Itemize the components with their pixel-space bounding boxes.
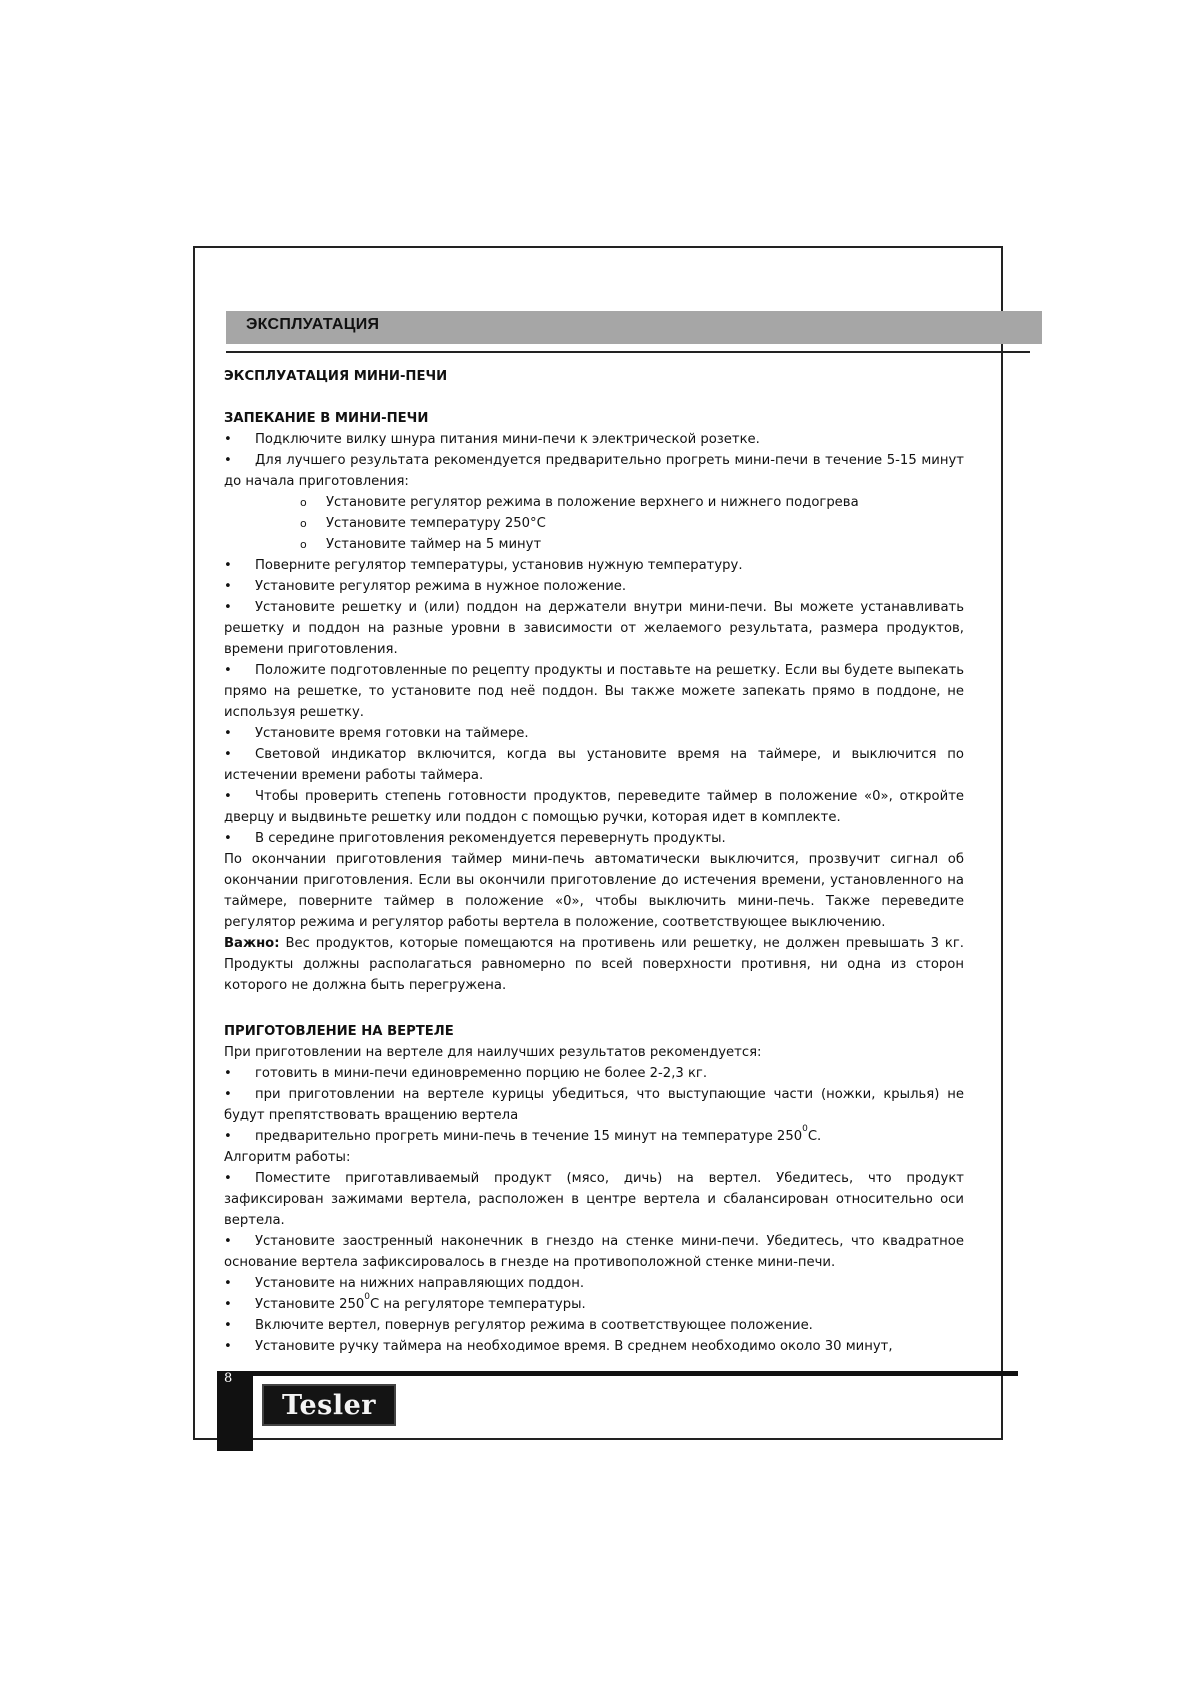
footer-divider [218, 1371, 1018, 1376]
list-item: • Установите заостренный наконечник в гнездо на стенке мини-печи. Убедитесь, что квадратное основание вертела зафиксировалось в гнезде на противоположной стенке мини-печи. [224, 1231, 964, 1273]
bullet-icon: • [224, 831, 232, 846]
bullet-icon: • [224, 558, 232, 573]
sub-list-item: o Установите регулятор режима в положение верхнего и нижнего подогрева [224, 492, 964, 513]
circle-bullet-icon: o [300, 517, 307, 530]
list-item: • Установите время готовки на таймере. [224, 723, 964, 744]
list-item: • Для лучшего результата рекомендуется предварительно прогреть мини-печи в течение 5-15 минут до начала приготовления: [224, 450, 964, 492]
baking-heading: ЗАПЕКАНИЕ В МИНИ-ПЕЧИ [224, 411, 429, 426]
header-divider [226, 351, 1030, 353]
section-header-bar [226, 311, 1042, 344]
list-item: • готовить в мини-печи единовременно порцию не более 2-2,3 кг. [224, 1063, 964, 1084]
sub-list-item: o Установите температуру 250°С [224, 513, 964, 534]
section-header-title: ЭКСПЛУАТАЦИЯ [246, 316, 380, 333]
bullet-icon: • [224, 1234, 232, 1249]
bullet-icon: • [224, 1087, 232, 1102]
bullet-icon: • [224, 453, 232, 468]
bullet-icon: • [224, 1171, 232, 1186]
list-item: • Световой индикатор включится, когда вы установите время на таймере, и выключится по истечении времени работы таймера. [224, 744, 964, 786]
bullet-icon: • [224, 600, 232, 615]
document-body [224, 366, 964, 1357]
bullet-icon: • [224, 432, 232, 447]
bullet-icon: • [224, 1276, 232, 1291]
list-item: • Положите подготовленные по рецепту продукты и поставьте на решетку. Если вы будете выпекать прямо на решетке, то установите под неё поддон. Вы также можете запекать прямо в поддоне, не используя решетку. [224, 660, 964, 723]
paragraph: Алгоритм работы: [224, 1150, 351, 1165]
list-item: • предварительно прогреть мини-печь в течение 15 минут на температуре $250^0С$. [224, 1126, 964, 1147]
paragraph: При приготовлении на вертеле для наилучших результатов рекомендуется: [224, 1045, 762, 1060]
sub-list-item: o Установите таймер на 5 минут [224, 534, 964, 555]
bullet-icon: • [224, 789, 232, 804]
bullet-icon: • [224, 747, 232, 762]
list-item: • В середине приготовления рекомендуется перевернуть продукты. [224, 828, 964, 849]
important-note: Важно: Вес продуктов, которые помещаются на противень или решетку, не должен превышать 3 кг. Продукты должны располагаться равномерно по всей поверхности противня, ни одна из сторон которого не должна быть перегружена. [224, 936, 964, 993]
list-item: • Установите решетку и (или) поддон на держатели внутри мини-печи. Вы можете устанавливать решетку и поддон на разные уровни в зависимости от желаемого результата, размера продуктов, времени приготовления. [224, 597, 964, 660]
bullet-icon: • [224, 663, 232, 678]
bullet-icon: • [224, 579, 232, 594]
bullet-icon: • [224, 1066, 232, 1081]
page-title: ЭКСПЛУАТАЦИЯ МИНИ-ПЕЧИ [224, 369, 448, 384]
bullet-icon: • [224, 1129, 232, 1144]
spit-heading: ПРИГОТОВЛЕНИЕ НА ВЕРТЕЛЕ [224, 1024, 454, 1039]
bullet-icon: • [224, 1318, 232, 1333]
list-item: • при приготовлении на вертеле курицы убедиться, что выступающие части (ножки, крылья) не будут препятствовать вращению вертела [224, 1084, 964, 1126]
list-item: • Поместите приготавливаемый продукт (мясо, дичь) на вертел. Убедитесь, что продукт зафиксирован зажимами вертела, расположен в центре вертела и сбалансирован относительно оси вертела. [224, 1168, 964, 1231]
bullet-icon: • [224, 1339, 232, 1354]
list-item: • Установите регулятор режима в нужное положение. [224, 576, 964, 597]
important-label: Важно: [224, 936, 280, 951]
circle-bullet-icon: o [300, 538, 307, 551]
list-item: • Включите вертел, повернув регулятор режима в соответствующее положение. [224, 1315, 964, 1336]
bullet-icon: • [224, 1297, 232, 1312]
page-number: 8 [224, 1371, 233, 1386]
brand-logo [262, 1384, 396, 1426]
list-item: • Установите ручку таймера на необходимое время. В среднем необходимо около 30 минут, [224, 1336, 964, 1357]
bullet-icon: • [224, 726, 232, 741]
circle-bullet-icon: o [300, 496, 307, 509]
list-item: • Установите $250^0С$ на регуляторе температуры. [224, 1294, 964, 1315]
brand-logo-text: Tesler [281, 1389, 377, 1421]
list-item: • Подключите вилку шнура питания мини-печи к электрической розетке. [224, 429, 964, 450]
list-item: • Чтобы проверить степень готовности продуктов, переведите таймер в положение «0», откройте дверцу и выдвиньте решетку или поддон с помощью ручки, которая идет в комплекте. [224, 786, 964, 828]
paragraph: По окончании приготовления таймер мини-печь автоматически выключится, прозвучит сигнал об окончании приготовления. Если вы окончили приготовление до истечения времени, установленного на таймере, поверните таймер в положение «0», чтобы выключить мини-печь. Также переведите регулятор режима и регулятор работы вертела в положение, соответствующее выключению. [224, 852, 964, 930]
list-item: • Поверните регулятор температуры, установив нужную температуру. [224, 555, 964, 576]
page-number-tab [217, 1371, 253, 1451]
list-item: • Установите на нижних направляющих поддон. [224, 1273, 964, 1294]
